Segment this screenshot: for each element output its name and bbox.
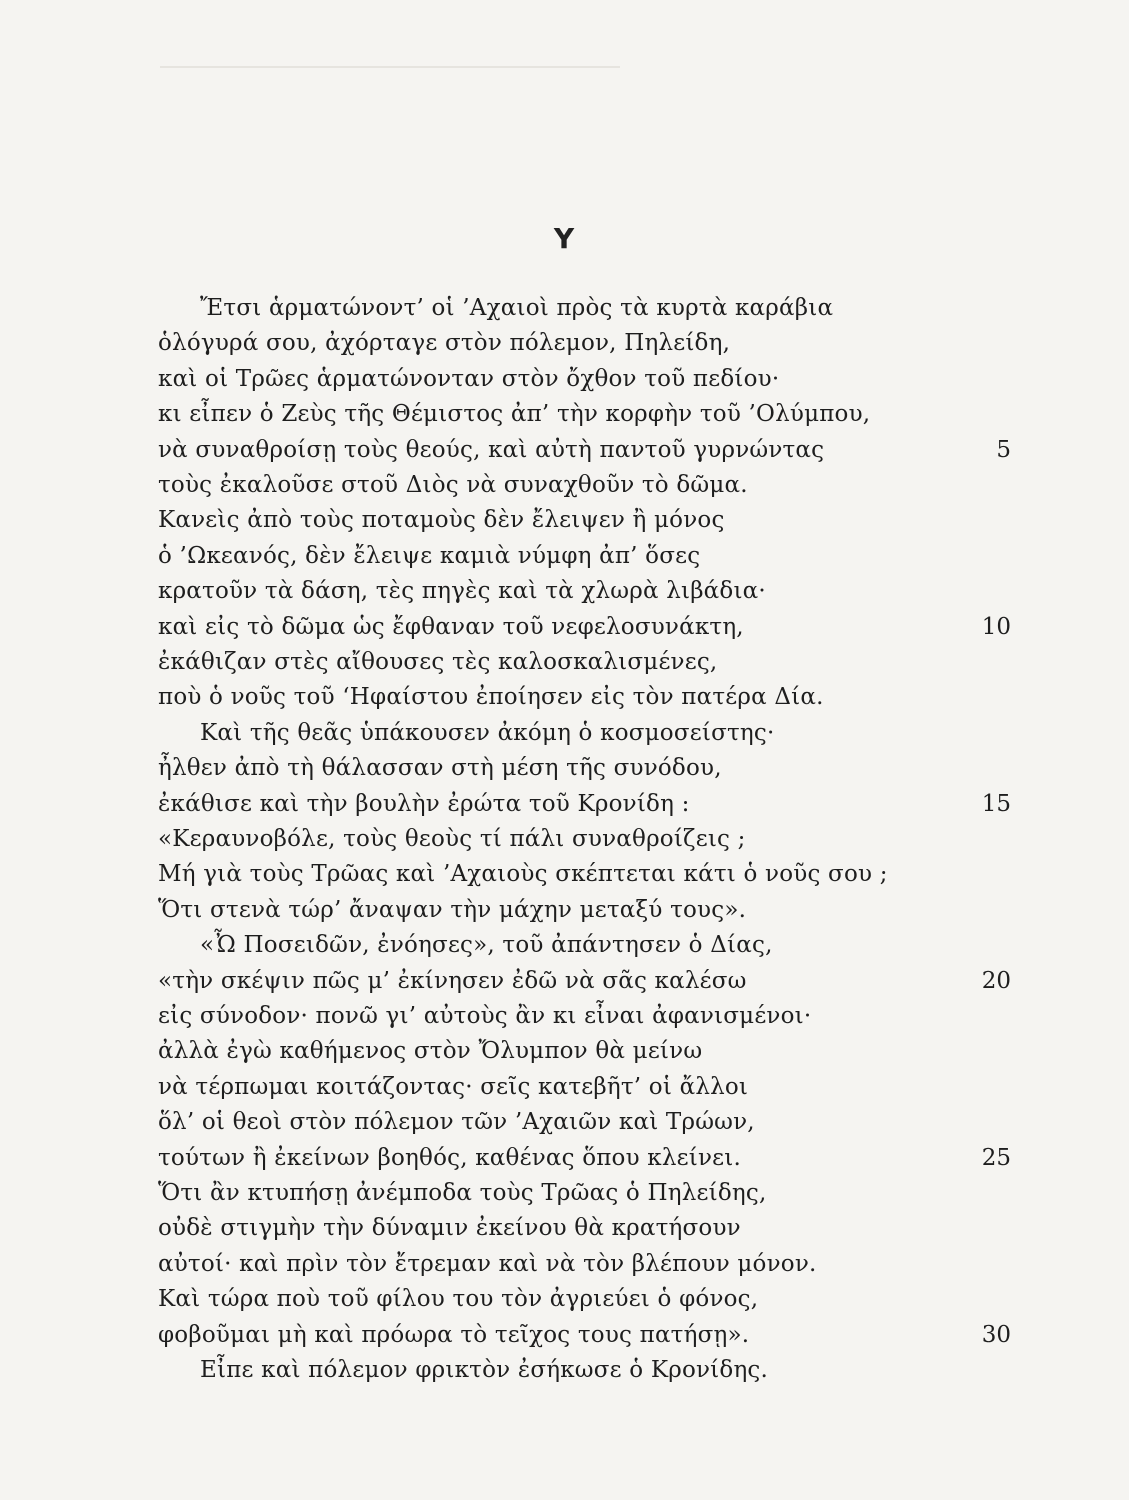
verse-text: ἐκάθισε καὶ τὴν βουλὴν ἐρώτα τοῦ Κρονίδη : xyxy=(158,790,690,817)
verse-line xyxy=(0,856,1129,892)
verse-text: Εἶπε καὶ πόλεμον φρικτὸν ἐσήκωσε ὁ Κρονίδης. xyxy=(200,1357,769,1383)
verse-text: Ὅτι ἂν κτυπήσῃ ἀνέμποδα τοὺς Τρῶας ὁ Πηλείδης, xyxy=(158,1180,767,1206)
line-number: 10 xyxy=(981,613,1011,640)
verse-text: ὁ ’Ωκεανός, δὲν ἔλειψε καμιὰ νύμφη ἀπ’ ὅσες xyxy=(158,542,701,569)
verse-line xyxy=(0,892,1129,928)
verse-line xyxy=(0,998,1129,1034)
verse-line xyxy=(0,1104,1129,1140)
verse-line xyxy=(0,1210,1129,1246)
book-title: Y xyxy=(553,222,576,255)
verse-text: καὶ οἱ Τρῶες ἁρματώνονταν στὸν ὄχθον τοῦ πεδίου· xyxy=(158,365,780,392)
verse-text: νὰ συναθροίσῃ τοὺς θεούς, καὶ αὐτὴ παντοῦ γυρνώντας xyxy=(158,436,825,463)
line-number: 25 xyxy=(981,1144,1011,1171)
verse-line xyxy=(0,750,1129,786)
verse-text: τοὺς ἐκαλοῦσε στοῦ Διὸς νὰ συναχθοῦν τὸ δῶμα. xyxy=(158,472,748,498)
verse-line xyxy=(0,715,1129,751)
verse-text: κρατοῦν τὰ δάση, τὲς πηγὲς καὶ τὰ χλωρὰ λιβάδια· xyxy=(158,578,766,605)
line-number: 5 xyxy=(996,436,1011,463)
verse-line xyxy=(0,432,1129,468)
verse-line xyxy=(0,467,1129,503)
verse-text: Ὅτι στενὰ τώρ’ ἄναψαν τὴν μάχην μεταξύ τους». xyxy=(158,896,747,923)
verse-text: ἐκάθιζαν στὲς αἴθουσες τὲς καλοσκαλισμένες, xyxy=(158,649,718,675)
verse-text: ὅλ’ οἱ θεοὶ στὸν πόλεμον τῶν ’Αχαιῶν καὶ Τρώων, xyxy=(158,1109,755,1136)
verse-line xyxy=(0,502,1129,538)
line-number: 20 xyxy=(981,967,1011,994)
verse-line xyxy=(0,1140,1129,1176)
verse-line xyxy=(0,290,1129,326)
verse-text: ποὺ ὁ νοῦς τοῦ ‘Ηφαίστου ἐποίησεν εἰς τὸν πατέρα Δία. xyxy=(158,684,824,711)
verse-text: «Ὦ Ποσειδῶν, ἐνόησες», τοῦ ἀπάντησεν ὁ Δίας, xyxy=(200,932,773,959)
verse-text: Μή γιὰ τοὺς Τρῶας καὶ ’Αχαιοὺς σκέπτεται κάτι ὁ νοῦς σου ; xyxy=(158,861,888,888)
verse-text: καὶ εἰς τὸ δῶμα ὡς ἔφθαναν τοῦ νεφελοσυνάκτη, xyxy=(158,613,744,640)
verse-line xyxy=(0,1246,1129,1282)
verse-text: φοβοῦμαι μὴ καὶ πρόωρα τὸ τεῖχος τους πατήσῃ». xyxy=(158,1321,750,1348)
verse-text: «τὴν σκέψιν πῶς μ’ ἐκίνησεν ἐδῶ νὰ σᾶς καλέσω xyxy=(158,967,747,994)
verse-text: Ἔτσι ἁρματώνοντ’ οἱ ’Αχαιοὶ πρὸς τὰ κυρτὰ καράβια xyxy=(200,295,834,321)
verse-line xyxy=(0,538,1129,574)
line-number: 15 xyxy=(981,790,1011,817)
verse-text: αὐτοί· καὶ πρὶν τὸν ἔτρεμαν καὶ νὰ τὸν βλέπουν μόνον. xyxy=(158,1250,817,1277)
verse-text: Κανεὶς ἀπὸ τοὺς ποταμοὺς δὲν ἔλειψεν ἢ μόνος xyxy=(158,507,725,534)
line-number: 30 xyxy=(981,1321,1011,1348)
verse-line xyxy=(0,609,1129,645)
verse-text: «Κεραυνοβόλε, τοὺς θεοὺς τί πάλι συναθροίζεις ; xyxy=(158,826,746,852)
verse-text: εἰς σύνοδον· πονῶ γι’ αὐτοὺς ἂν κι εἶναι ἀφανισμένοι· xyxy=(158,1003,812,1029)
verse-line xyxy=(0,325,1129,361)
verse-line xyxy=(0,1033,1129,1069)
verse-text: κι εἶπεν ὁ Ζεὺς τῆς Θέμιστος ἀπ’ τὴν κορφὴν τοῦ ’Ολύμπου, xyxy=(158,401,871,428)
verse-line xyxy=(0,963,1129,999)
verse-line xyxy=(0,1281,1129,1317)
faint-header-rule xyxy=(160,66,620,68)
verse-text: τούτων ἢ ἐκείνων βοηθός, καθένας ὅπου κλείνει. xyxy=(158,1144,742,1171)
verse-line xyxy=(0,927,1129,963)
verse-text: ἀλλὰ ἐγὼ καθήμενος στὸν Ὄλυμπον θὰ μείνω xyxy=(158,1038,703,1065)
verse-line xyxy=(0,1069,1129,1105)
verse-text: Καὶ τῆς θεᾶς ὑπάκουσεν ἀκόμη ὁ κοσμοσείστης· xyxy=(200,719,775,746)
verse-line xyxy=(0,821,1129,857)
verse-text: νὰ τέρπωμαι κοιτάζοντας· σεῖς κατεβῆτ’ οἱ ἄλλοι xyxy=(158,1073,749,1100)
verse-line xyxy=(0,396,1129,432)
verse-line xyxy=(0,361,1129,397)
verse-text: ἦλθεν ἀπὸ τὴ θάλασσαν στὴ μέση τῆς συνόδου, xyxy=(158,755,722,782)
verse-text: οὐδὲ στιγμὴν τὴν δύναμιν ἐκείνου θὰ κρατήσουν xyxy=(158,1215,741,1242)
verse-line xyxy=(0,1352,1129,1388)
verse-line xyxy=(0,573,1129,609)
verse-line xyxy=(0,1317,1129,1353)
verse-text: ὁλόγυρά σου, ἀχόρταγε στὸν πόλεμον, Πηλείδη, xyxy=(158,330,731,357)
verse-line xyxy=(0,786,1129,822)
verse-line xyxy=(0,644,1129,680)
verse-text: Καὶ τώρα ποὺ τοῦ φίλου του τὸν ἀγριεύει ὁ φόνος, xyxy=(158,1286,759,1313)
verse-line xyxy=(0,1175,1129,1211)
verse-line xyxy=(0,679,1129,715)
